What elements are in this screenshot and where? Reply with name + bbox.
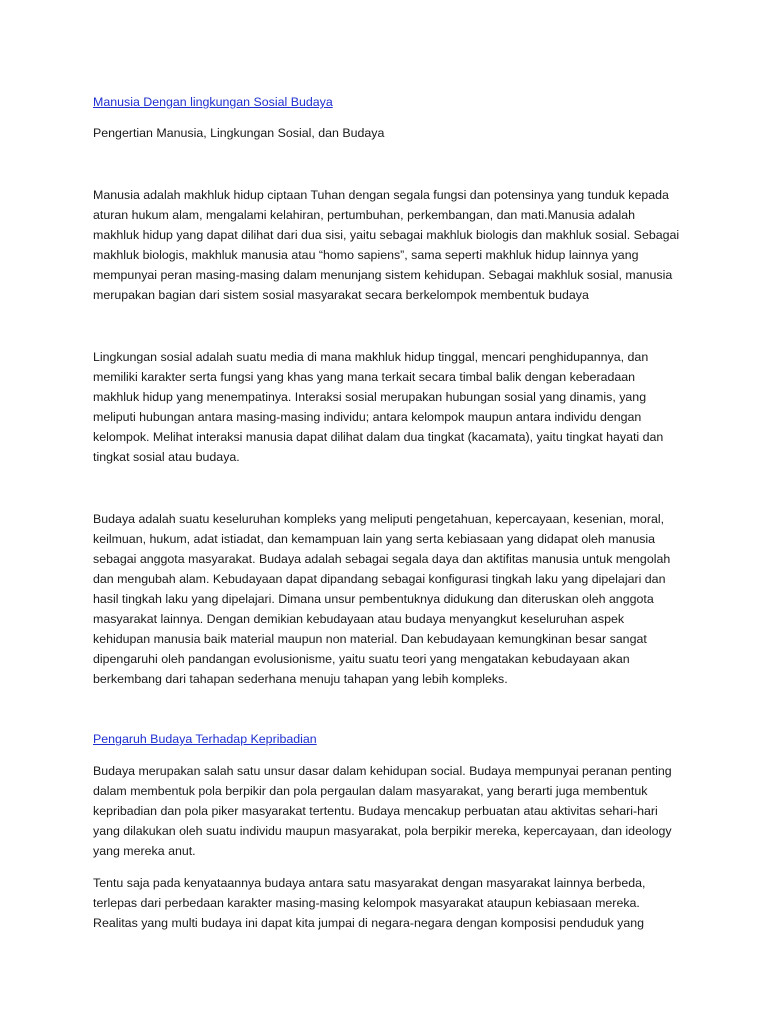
- paragraph-pengaruh-budaya: Budaya merupakan salah satu unsur dasar dalam kehidupan social. Budaya mempunyai peranan penting dalam membentuk pola berpikir dan pola pergaulan dalam masyarakat, yang berarti juga membentuk kepribadian dan pola piker masyarakat tertentu. Budaya mencakup perbuatan atau aktivitas sehari-hari yang dilakukan oleh suatu individu maupun masyarakat, pola berpikir mereka, kepercayaan, dan ideology yang mereka anut.: [93, 764, 672, 858]
- heading-link-pengaruh-budaya[interactable]: Pengaruh Budaya Terhadap Kepribadian: [93, 732, 317, 746]
- paragraph-budaya: Budaya adalah suatu keseluruhan kompleks yang meliputi pengetahuan, kepercayaan, kesenian, moral, keilmuan, hukum, adat istiadat, dan kemampuan lain yang serta kebiasaan yang didapat oleh manusia sebagai anggota masyarakat. Budaya adalah sebagai segala daya dan aktifitas manusia untuk mengolah dan mengubah alam. Kebudayaan dapat dipandang sebagai konfigurasi tingkah laku yang dipelajari dan hasil tingkah laku yang dipelajari. Dimana unsur pembentuknya didukung dan diteruskan oleh anggota masyarakat lainnya. Dengan demikian kebudayaan atau budaya menyangkut keseluruhan aspek kehidupan manusia baik material maupun non material. Dan kebudayaan kemungkinan besar sangat dipengaruhi oleh pandangan evolusionisme, yaitu suatu teori yang mengatakan kebudayaan akan berkembang dari tahapan sederhana menuju tahapan yang lebih kompleks.: [93, 512, 671, 686]
- paragraph-lingkungan-sosial: Lingkungan sosial adalah suatu media di mana makhluk hidup tinggal, mencari penghidupannya, dan memiliki karakter serta fungsi yang khas yang mana terkait secara timbal balik dengan keberadaan makhluk hidup yang menempatinya. Interaksi sosial merupakan hubungan sosial yang dinamis, yang meliputi hubungan antara masing-masing individu; antara kelompok maupun antara individu dengan kelompok. Melihat interaksi manusia dapat dilihat dalam dua tingkat (kacamata), yaitu tingkat hayati dan tingkat sosial atau budaya.: [93, 350, 664, 464]
- heading-link-manusia[interactable]: Manusia Dengan lingkungan Sosial Budaya: [93, 95, 333, 109]
- paragraph-manusia: Manusia adalah makhluk hidup ciptaan Tuhan dengan segala fungsi dan potensinya yang tunduk kepada aturan hukum alam, mengalami kelahiran, pertumbuhan, perkembangan, dan mati.Manusia adalah makhluk hidup yang dapat dilihat dari dua sisi, yaitu sebagai makhluk biologis dan makhluk sosial. Sebagai makhluk biologis, makhluk manusia atau “homo sapiens”, sama seperti makhluk hidup lainnya yang mempunyai peran masing-masing dalam menunjang sistem kehidupan. Sebagai makhluk sosial, manusia merupakan bagian dari sistem sosial masyarakat secara berkelompok membentuk budaya: [93, 188, 680, 302]
- document-page: [93, 92, 683, 933]
- subtitle: Pengertian Manusia, Lingkungan Sosial, dan Budaya: [93, 126, 385, 140]
- paragraph-multi-budaya: Tentu saja pada kenyataannya budaya antara satu masyarakat dengan masyarakat lainnya berbeda, terlepas dari perbedaan karakter masing-masing kelompok masyarakat ataupun kebiasaan mereka. Realitas yang multi budaya ini dapat kita jumpai di negara-negara dengan komposisi penduduk yang: [93, 876, 646, 930]
